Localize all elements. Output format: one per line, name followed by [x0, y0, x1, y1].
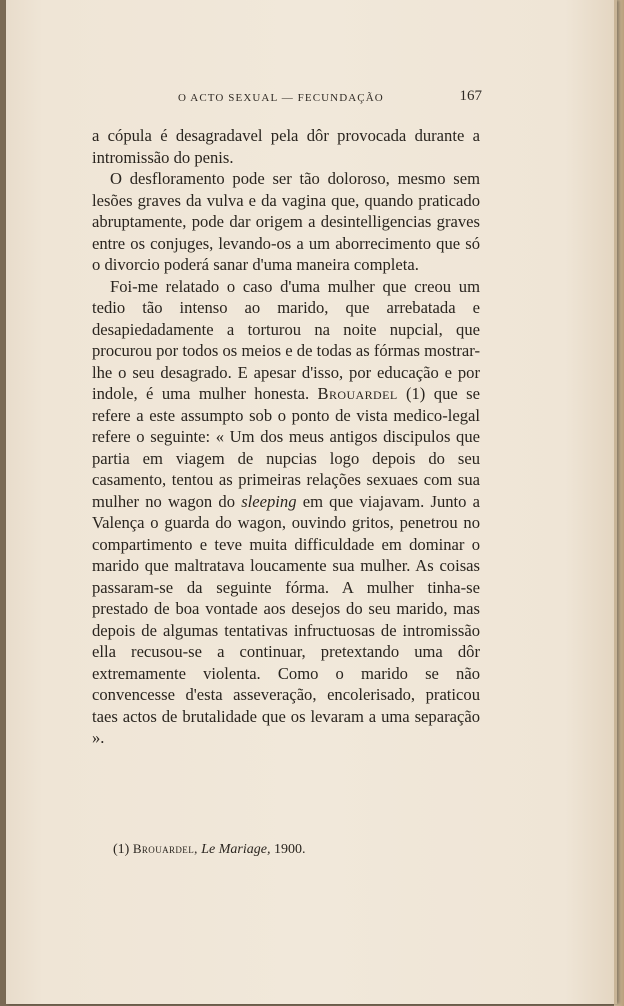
cited-author: Brouardel [317, 384, 398, 403]
italic-word: sleeping [241, 491, 297, 511]
paragraph-3-part-b: que se refere a este assumpto sob o ponto de vista medico-legal refere o seguinte: « Um dos meus antigos discipulos que partia em viagem de nupcias logo depois do seu casamento, tentou as primeiras relações sexuaes com sua mulher no wagon do [92, 384, 480, 511]
page-header [86, 88, 482, 108]
footnote-year: 1900. [273, 842, 306, 857]
paragraph-1: a cópula é desagradavel pela dôr provocada durante a intromissão do penis. [92, 126, 480, 167]
footnote-author: Brouardel, [132, 841, 198, 856]
footnote [113, 841, 305, 858]
running-head: O ACTO SEXUAL — FECUNDAÇÃO [178, 92, 384, 104]
paragraph-2: O desfloramento pode ser tão doloroso, mesmo sem lesões graves da vulva e da vagina que, quando praticado abruptamente, pode dar origem a desintelligencias graves entre os conjuges, levando-os a um aborrecimento que só o divorcio poderá sanar d'uma maneira completa. [92, 169, 480, 274]
footnote-marker: (1) [113, 842, 130, 857]
footnote-reference: (1) [405, 384, 426, 403]
paragraph-3-part-a: Foi-me relatado o caso d'uma mulher que creou um tedio tão intenso ao marido, que arrebatada e desapiedadamente a torturou na noite nupcial, que procurou por todos os meios e de todas as fórmas mostrar-lhe o seu desagrado. E apesar d'isso, por educação e por indole, é uma mulher honesta. [92, 276, 480, 403]
page-number: 167 [459, 88, 482, 104]
footnote-title: Le Mariage, [201, 842, 271, 857]
paragraph-3-part-c: em que viajavam. Junto a Valença o guarda do wagon, ouvindo gritos, penetrou no compartimento e teve muita difficuldade em dominar o marido que maltratava loucamente sua mulher. As coisas passaram-se da seguinte fórma. A mulher tinha-se prestado de boa vontade aos desejos do seu marido, mas depois de algumas tentativas infructuosas de intromissão ella recusou-se a continuar, pretextando uma dôr extremamente violenta. Como o marido se não convencesse d'esta asseveração, encolerisado, praticou taes actos de brutalidade que os levaram a uma separação ». [92, 491, 480, 747]
body-text [92, 125, 480, 749]
book-page [6, 0, 617, 1004]
paragraph-3 [92, 276, 480, 749]
